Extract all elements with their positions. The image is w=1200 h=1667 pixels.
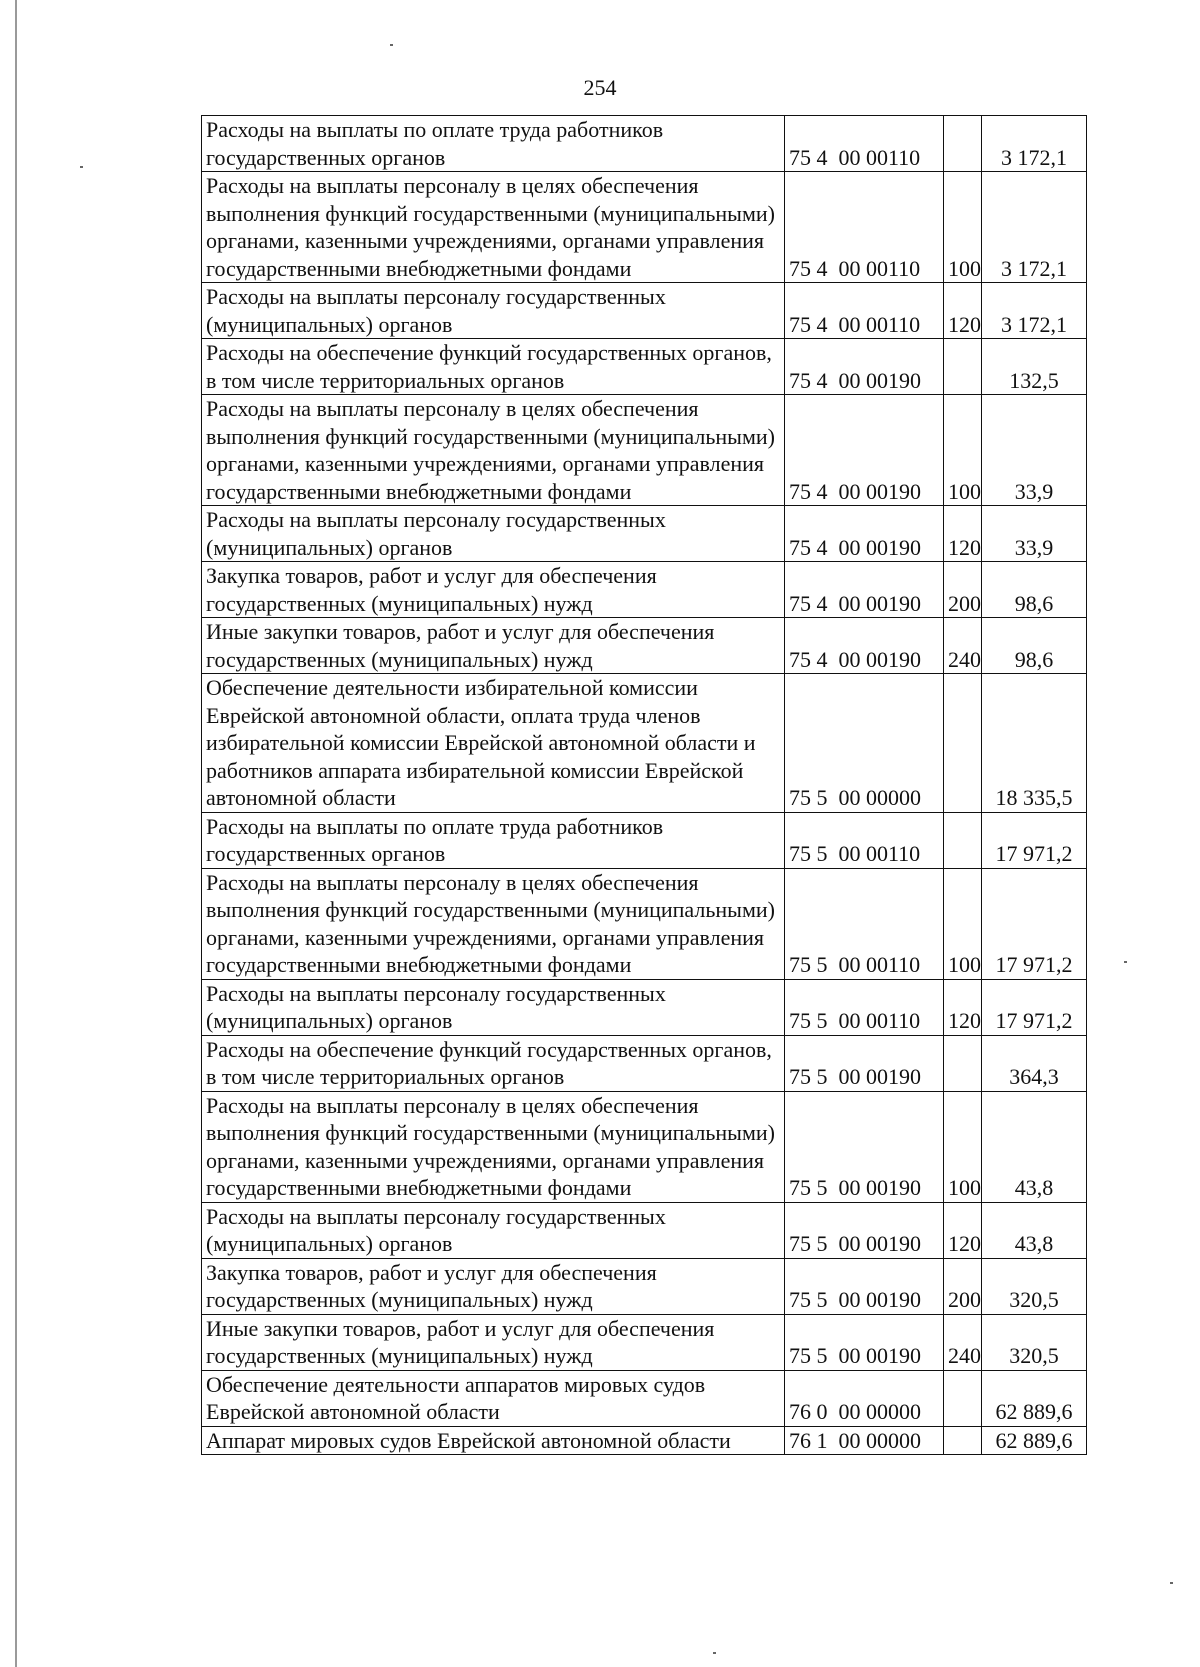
table-row <box>202 1426 1087 1455</box>
scan-speck <box>80 166 83 168</box>
row-code: 75 4 00 00110 <box>785 283 944 339</box>
row-name: Расходы на выплаты по оплате труда работников государственных органов <box>202 812 785 868</box>
row-expense-type: 120 <box>944 979 982 1035</box>
row-sum: 98,6 <box>982 618 1087 674</box>
row-sum: 98,6 <box>982 562 1087 618</box>
row-name: Иные закупки товаров, работ и услуг для обеспечения государственных (муниципальных) нужд <box>202 618 785 674</box>
row-sum: 364,3 <box>982 1035 1087 1091</box>
table-row <box>202 868 1087 979</box>
scan-speck <box>1124 961 1127 963</box>
row-code: 75 5 00 00190 <box>785 1314 944 1370</box>
row-expense-type: 120 <box>944 283 982 339</box>
row-expense-type <box>944 116 982 172</box>
row-code: 76 1 00 00000 <box>785 1426 944 1455</box>
row-sum: 33,9 <box>982 395 1087 506</box>
table-row <box>202 1035 1087 1091</box>
row-name: Обеспечение деятельности аппаратов мировых судов Еврейской автономной области <box>202 1370 785 1426</box>
scan-speck <box>390 44 393 46</box>
row-sum: 18 335,5 <box>982 674 1087 813</box>
row-expense-type: 120 <box>944 506 982 562</box>
row-sum: 17 971,2 <box>982 979 1087 1035</box>
row-expense-type: 240 <box>944 1314 982 1370</box>
row-name: Расходы на обеспечение функций государственных органов, в том числе территориальных органов <box>202 339 785 395</box>
budget-table <box>201 115 1087 1455</box>
row-code: 75 5 00 00110 <box>785 812 944 868</box>
row-sum: 17 971,2 <box>982 868 1087 979</box>
table-row <box>202 172 1087 283</box>
budget-table-body <box>202 116 1087 1455</box>
row-code: 75 5 00 00110 <box>785 979 944 1035</box>
row-code: 75 4 00 00190 <box>785 506 944 562</box>
row-code: 75 4 00 00190 <box>785 339 944 395</box>
row-code: 75 5 00 00190 <box>785 1035 944 1091</box>
table-row <box>202 283 1087 339</box>
row-expense-type: 100 <box>944 868 982 979</box>
row-expense-type: 100 <box>944 172 982 283</box>
row-sum: 3 172,1 <box>982 172 1087 283</box>
table-row <box>202 1258 1087 1314</box>
row-expense-type: 100 <box>944 395 982 506</box>
row-expense-type <box>944 339 982 395</box>
row-code: 75 4 00 00190 <box>785 395 944 506</box>
table-row <box>202 562 1087 618</box>
table-row <box>202 506 1087 562</box>
row-name: Расходы на обеспечение функций государственных органов, в том числе территориальных органов <box>202 1035 785 1091</box>
table-row <box>202 979 1087 1035</box>
row-name: Расходы на выплаты персоналу в целях обеспечения выполнения функций государственными (муниципальными) органами, казенными учреждениями, органами управления государственными внебюджетными фондами <box>202 395 785 506</box>
row-sum: 43,8 <box>982 1202 1087 1258</box>
row-code: 75 4 00 00190 <box>785 562 944 618</box>
table-row <box>202 116 1087 172</box>
table-row <box>202 1202 1087 1258</box>
scan-speck <box>713 1652 716 1654</box>
table-row <box>202 618 1087 674</box>
row-expense-type <box>944 1426 982 1455</box>
row-name: Иные закупки товаров, работ и услуг для обеспечения государственных (муниципальных) нужд <box>202 1314 785 1370</box>
row-name: Расходы на выплаты персоналу в целях обеспечения выполнения функций государственными (муниципальными) органами, казенными учреждениями, органами управления государственными внебюджетными фондами <box>202 868 785 979</box>
row-name: Расходы на выплаты персоналу государственных (муниципальных) органов <box>202 283 785 339</box>
row-expense-type: 200 <box>944 562 982 618</box>
row-name: Расходы на выплаты персоналу государственных (муниципальных) органов <box>202 506 785 562</box>
row-code: 75 4 00 00190 <box>785 618 944 674</box>
row-expense-type <box>944 1370 982 1426</box>
row-sum: 33,9 <box>982 506 1087 562</box>
row-name: Обеспечение деятельности избирательной комиссии Еврейской автономной области, оплата труда членов избирательной комиссии Еврейской автономной области и работников аппарата избирательной комиссии Еврейской автономной области <box>202 674 785 813</box>
row-name: Расходы на выплаты персоналу государственных (муниципальных) органов <box>202 1202 785 1258</box>
row-expense-type: 200 <box>944 1258 982 1314</box>
row-sum: 17 971,2 <box>982 812 1087 868</box>
page-number: 254 <box>583 75 617 100</box>
row-expense-type <box>944 812 982 868</box>
table-row <box>202 1091 1087 1202</box>
row-sum: 320,5 <box>982 1258 1087 1314</box>
row-sum: 43,8 <box>982 1091 1087 1202</box>
table-row <box>202 339 1087 395</box>
row-expense-type <box>944 1035 982 1091</box>
row-code: 75 5 00 00190 <box>785 1202 944 1258</box>
row-code: 75 4 00 00110 <box>785 172 944 283</box>
row-code: 75 5 00 00000 <box>785 674 944 813</box>
row-sum: 3 172,1 <box>982 283 1087 339</box>
row-name: Аппарат мировых судов Еврейской автономной области <box>202 1426 785 1455</box>
row-expense-type: 100 <box>944 1091 982 1202</box>
row-code: 75 5 00 00110 <box>785 868 944 979</box>
row-sum: 62 889,6 <box>982 1370 1087 1426</box>
row-name: Расходы на выплаты по оплате труда работников государственных органов <box>202 116 785 172</box>
row-code: 75 4 00 00110 <box>785 116 944 172</box>
scan-left-edge <box>15 0 17 1667</box>
table-row <box>202 1370 1087 1426</box>
row-expense-type: 240 <box>944 618 982 674</box>
row-code: 76 0 00 00000 <box>785 1370 944 1426</box>
row-name: Закупка товаров, работ и услуг для обеспечения государственных (муниципальных) нужд <box>202 1258 785 1314</box>
row-code: 75 5 00 00190 <box>785 1258 944 1314</box>
table-row <box>202 395 1087 506</box>
row-expense-type <box>944 674 982 813</box>
row-sum: 3 172,1 <box>982 116 1087 172</box>
row-name: Расходы на выплаты персоналу в целях обеспечения выполнения функций государственными (муниципальными) органами, казенными учреждениями, органами управления государственными внебюджетными фондами <box>202 172 785 283</box>
table-row <box>202 674 1087 813</box>
row-name: Расходы на выплаты персоналу государственных (муниципальных) органов <box>202 979 785 1035</box>
table-row <box>202 1314 1087 1370</box>
row-code: 75 5 00 00190 <box>785 1091 944 1202</box>
row-sum: 320,5 <box>982 1314 1087 1370</box>
row-expense-type: 120 <box>944 1202 982 1258</box>
row-sum: 132,5 <box>982 339 1087 395</box>
row-name: Расходы на выплаты персоналу в целях обеспечения выполнения функций государственными (муниципальными) органами, казенными учреждениями, органами управления государственными внебюджетными фондами <box>202 1091 785 1202</box>
row-name: Закупка товаров, работ и услуг для обеспечения государственных (муниципальных) нужд <box>202 562 785 618</box>
row-sum: 62 889,6 <box>982 1426 1087 1455</box>
scan-speck <box>1170 1582 1173 1584</box>
table-row <box>202 812 1087 868</box>
